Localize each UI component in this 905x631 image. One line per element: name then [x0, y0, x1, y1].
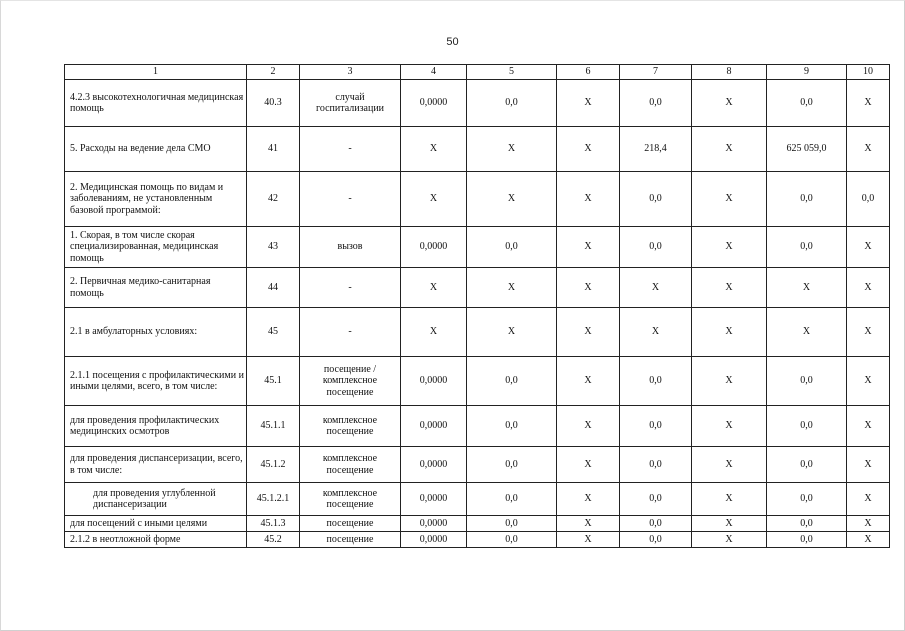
cell-col7: 0,0 [620, 516, 692, 532]
table-row [65, 127, 890, 172]
cell-col9: 0,0 [767, 516, 847, 532]
cell-col9: 0,0 [767, 406, 847, 447]
row-code: 40.3 [247, 80, 300, 127]
cell-col7: 0,0 [620, 80, 692, 127]
cell-col8: X [692, 357, 767, 406]
cell-col8: X [692, 172, 767, 227]
cell-col4: 0,0000 [401, 516, 467, 532]
cell-col9: 625 059,0 [767, 127, 847, 172]
table-row [65, 308, 890, 357]
row-name: 5. Расходы на ведение дела СМО [65, 127, 247, 172]
cell-col8: X [692, 406, 767, 447]
row-code: 45.1.3 [247, 516, 300, 532]
cell-col4: 0,0000 [401, 357, 467, 406]
row-unit: комплексное посещение [300, 483, 401, 516]
cell-col4: 0,0000 [401, 532, 467, 548]
cell-col6: X [557, 80, 620, 127]
cell-col6: X [557, 227, 620, 268]
cell-col10: X [847, 308, 890, 357]
cell-col8: X [692, 80, 767, 127]
row-unit: - [300, 127, 401, 172]
row-name: 2.1.2 в неотложной форме [65, 532, 247, 548]
row-code: 45 [247, 308, 300, 357]
cell-col7: 218,4 [620, 127, 692, 172]
table-row [65, 516, 890, 532]
row-unit: посещение / комплексное посещение [300, 357, 401, 406]
cell-col10: X [847, 406, 890, 447]
row-name: для посещений с иными целями [65, 516, 247, 532]
table-row [65, 406, 890, 447]
table-row [65, 268, 890, 308]
cell-col10: 0,0 [847, 172, 890, 227]
cell-col6: X [557, 483, 620, 516]
cell-col5: 0,0 [467, 80, 557, 127]
column-header: 7 [620, 65, 692, 80]
cell-col5: X [467, 308, 557, 357]
column-header: 4 [401, 65, 467, 80]
cell-col10: X [847, 127, 890, 172]
row-name: для проведения диспансеризации, всего, в том числе: [65, 447, 247, 483]
column-header: 9 [767, 65, 847, 80]
row-name: 1. Скорая, в том числе скорая специализированная, медицинская помощь [65, 227, 247, 268]
cell-col10: X [847, 357, 890, 406]
row-unit: - [300, 268, 401, 308]
cell-col5: 0,0 [467, 483, 557, 516]
cell-col7: 0,0 [620, 227, 692, 268]
cell-col7: 0,0 [620, 532, 692, 548]
row-unit: - [300, 308, 401, 357]
row-unit: комплексное посещение [300, 406, 401, 447]
cell-col4: 0,0000 [401, 227, 467, 268]
cell-col5: 0,0 [467, 447, 557, 483]
cell-col9: 0,0 [767, 172, 847, 227]
cell-col5: 0,0 [467, 532, 557, 548]
cell-col8: X [692, 127, 767, 172]
cell-col9: 0,0 [767, 532, 847, 548]
row-code: 43 [247, 227, 300, 268]
row-name: 2. Медицинская помощь по видам и заболеваниям, не установленным базовой программой: [65, 172, 247, 227]
row-unit: - [300, 172, 401, 227]
cell-col6: X [557, 127, 620, 172]
cell-col5: 0,0 [467, 516, 557, 532]
cell-col6: X [557, 406, 620, 447]
column-header: 3 [300, 65, 401, 80]
row-unit: посещение [300, 516, 401, 532]
cell-col9: 0,0 [767, 227, 847, 268]
cell-col10: X [847, 532, 890, 548]
cell-col5: 0,0 [467, 406, 557, 447]
cell-col4: X [401, 268, 467, 308]
cell-col5: 0,0 [467, 357, 557, 406]
cell-col9: 0,0 [767, 80, 847, 127]
column-header: 1 [65, 65, 247, 80]
cell-col4: 0,0000 [401, 80, 467, 127]
cell-col9: 0,0 [767, 357, 847, 406]
row-code: 45.1.2 [247, 447, 300, 483]
cell-col10: X [847, 268, 890, 308]
row-name: 2. Первичная медико-санитарная помощь [65, 268, 247, 308]
table-row [65, 532, 890, 548]
cell-col8: X [692, 532, 767, 548]
cell-col10: X [847, 483, 890, 516]
column-header: 6 [557, 65, 620, 80]
cell-col5: X [467, 268, 557, 308]
cell-col7: X [620, 268, 692, 308]
table-row [65, 357, 890, 406]
row-code: 45.1.2.1 [247, 483, 300, 516]
row-unit: вызов [300, 227, 401, 268]
table-row [65, 483, 890, 516]
row-name: 2.1.1 посещения с профилактическими и иными целями, всего, в том числе: [65, 357, 247, 406]
cell-col5: 0,0 [467, 227, 557, 268]
row-unit: посещение [300, 532, 401, 548]
cell-col7: 0,0 [620, 357, 692, 406]
cell-col8: X [692, 483, 767, 516]
cell-col6: X [557, 447, 620, 483]
cell-col7: 0,0 [620, 447, 692, 483]
table-row [65, 447, 890, 483]
row-name: для проведения профилактических медицинских осмотров [65, 406, 247, 447]
row-code: 42 [247, 172, 300, 227]
cell-col8: X [692, 308, 767, 357]
column-header: 10 [847, 65, 890, 80]
cell-col9: X [767, 308, 847, 357]
row-unit: случай госпитализации [300, 80, 401, 127]
cell-col4: 0,0000 [401, 447, 467, 483]
cell-col7: 0,0 [620, 172, 692, 227]
row-name: для проведения углубленной диспансеризации [65, 483, 247, 516]
row-code: 45.1 [247, 357, 300, 406]
row-code: 45.2 [247, 532, 300, 548]
row-code: 41 [247, 127, 300, 172]
cell-col9: X [767, 268, 847, 308]
cell-col8: X [692, 227, 767, 268]
cell-col9: 0,0 [767, 483, 847, 516]
row-unit: комплексное посещение [300, 447, 401, 483]
cell-col7: X [620, 308, 692, 357]
cell-col6: X [557, 172, 620, 227]
data-table [64, 64, 890, 548]
column-header: 2 [247, 65, 300, 80]
cell-col8: X [692, 516, 767, 532]
table-row [65, 227, 890, 268]
column-header: 8 [692, 65, 767, 80]
row-code: 44 [247, 268, 300, 308]
row-name: 2.1 в амбулаторных условиях: [65, 308, 247, 357]
table-row [65, 172, 890, 227]
cell-col10: X [847, 227, 890, 268]
cell-col6: X [557, 532, 620, 548]
cell-col8: X [692, 447, 767, 483]
cell-col10: X [847, 80, 890, 127]
row-code: 45.1.1 [247, 406, 300, 447]
column-header: 5 [467, 65, 557, 80]
cell-col9: 0,0 [767, 447, 847, 483]
cell-col7: 0,0 [620, 406, 692, 447]
cell-col6: X [557, 268, 620, 308]
page-number: 50 [446, 36, 459, 48]
cell-col6: X [557, 308, 620, 357]
cell-col5: X [467, 172, 557, 227]
cell-col4: X [401, 172, 467, 227]
cell-col4: X [401, 127, 467, 172]
cell-col10: X [847, 516, 890, 532]
cell-col4: X [401, 308, 467, 357]
table-row [65, 80, 890, 127]
cell-col6: X [557, 516, 620, 532]
cell-col7: 0,0 [620, 483, 692, 516]
column-number-row [65, 65, 890, 80]
cell-col10: X [847, 447, 890, 483]
cell-col6: X [557, 357, 620, 406]
cell-col4: 0,0000 [401, 483, 467, 516]
cell-col4: 0,0000 [401, 406, 467, 447]
cell-col5: X [467, 127, 557, 172]
row-name: 4.2.3 высокотехнологичная медицинская помощь [65, 80, 247, 127]
cell-col8: X [692, 268, 767, 308]
